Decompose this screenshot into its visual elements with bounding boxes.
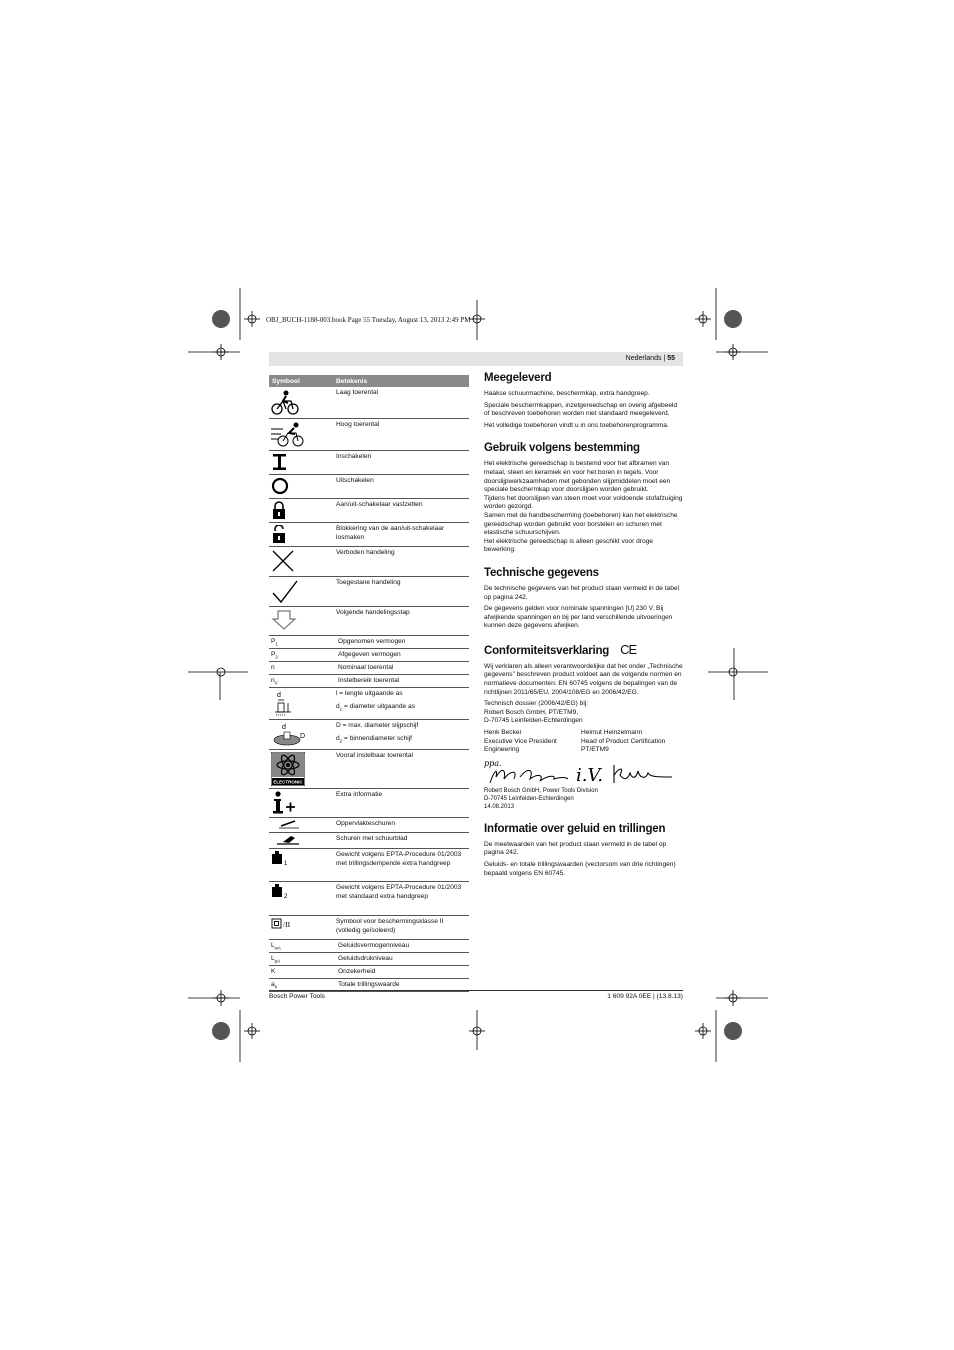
symbol-meaning: Schuren met schuurblad: [336, 835, 408, 842]
heading-technische: Technische gegevens: [484, 566, 599, 579]
heading-conformiteit: Conformiteitsverklaring CE: [484, 641, 637, 657]
table-row: [269, 675, 469, 688]
symbol-meaning: Uitschakelen: [336, 477, 374, 484]
table-row: [269, 720, 469, 750]
info-plus-icon: [271, 791, 297, 815]
symbol-table: [269, 375, 469, 992]
table-row: [269, 882, 469, 916]
signatory-roles: Executive Vice President Head of Product Certification: [484, 737, 666, 745]
col-symbol: Symbool: [272, 377, 300, 385]
dossier-line: Technisch dossier (2006/42/EG) bij:: [484, 700, 589, 708]
section-geluid: [484, 823, 683, 878]
check-icon: [271, 579, 299, 605]
heading-geluid: Informatie over geluid en trillingen: [484, 822, 666, 835]
electronic-atom-icon: [271, 752, 305, 786]
symbol-meaning: Aan/uit-schakelaar vastzetten: [336, 501, 423, 508]
svg-text:1: 1: [284, 861, 288, 867]
paragraph: Geluids- en totale trillingswaarden (vectorsom van drie richtingen) bepaald volgens EN 60745.: [484, 861, 676, 877]
protection-class-icon: [271, 918, 303, 929]
symbol-text: K: [271, 968, 276, 975]
symbol-meaning: Geluidsvermogenniveau: [338, 942, 410, 949]
paragraph: Het elektrische gereedschap is bestemd voor het afbramen van metaal, steen en keramiek en voor het boren in tegels. Voor doorslijpwerkzaamheden met gebonden slijpmiddelen moet een speciale beschermkap voor doorslijpen worden gebruikt.: [484, 460, 671, 494]
signatory-names: Henk Becker Helmut Heinzelmann: [484, 729, 643, 737]
cross-icon: [271, 549, 295, 573]
lock-open-icon: [271, 525, 287, 544]
ce-mark-icon: CE: [620, 641, 637, 657]
table-header: [269, 375, 469, 387]
symbol-meaning: Geluidsdrukniveau: [338, 955, 393, 962]
disc-diameter-icon: [271, 722, 307, 748]
symbol-meaning: Instelbereik toerental: [338, 677, 400, 684]
symbol-meaning: Oppervlakteschuren: [336, 820, 396, 827]
table-row: [269, 833, 469, 849]
footer-left: Bosch Power Tools: [269, 993, 325, 1000]
lock-closed-icon: [271, 501, 287, 520]
symbol-meaning: Nominaal toerental: [338, 664, 394, 671]
symbol-meaning: Symbool voor beschermingsklasse II (volledig geïsoleerd): [336, 918, 444, 934]
table-row: [269, 475, 469, 499]
right-column: [484, 372, 683, 890]
section-conformiteit: [484, 643, 683, 811]
symbol-meaning: Toegestane handeling: [336, 579, 401, 586]
power-on-icon: [271, 453, 289, 471]
dossier-line: D-70745 Leinfelden-Echterdingen: [484, 717, 583, 725]
paragraph: Haakse schuurmachine, beschermkap, extra handgreep.: [484, 390, 650, 397]
table-row: [269, 849, 469, 882]
bicycle-slow-icon: [271, 389, 299, 416]
symbol-meaning: Volgende handelingsstap: [336, 609, 410, 616]
svg-text:/II: /II: [283, 920, 291, 929]
symbol-meaning: Gewicht volgens EPTA-Procedure 01/2003 met standaard extra handgreep: [336, 884, 462, 900]
footer-rule: [269, 990, 683, 991]
symbol-meaning: D = max. diameter slijpschijf $d_2$ = binnendiameter schijf: [336, 722, 419, 743]
symbol-text: $L_{wA}$: [271, 942, 281, 951]
symbol-meaning: Laag toerental: [336, 389, 379, 396]
section-meegeleverd: [484, 372, 683, 430]
table-row: [269, 966, 469, 979]
symbol-text: $n_V$: [271, 677, 278, 686]
paragraph: De gegevens gelden voor nominale spanningen [U] 230 V. Bij afwijkende spanningen en bij per land verschillende uitvoeringen kunnen deze gegevens afwijken.: [484, 605, 673, 630]
svg-text:i.V.: i.V.: [576, 764, 604, 786]
dossier-line: Robert Bosch GmbH, PT/ETM9,: [484, 708, 579, 716]
symbol-text: $P_1$: [271, 638, 278, 647]
surface-grinding-icon: [271, 819, 301, 830]
table-row: [269, 607, 469, 636]
paragraph: Wij verklaren als alleen verantwoordelijke dat het onder „Technische gegevens” beschreven product voldoet aan de volgende normen en normatieve documenten: EN 60745 volgens de bepalingen van de richtlijnen 2011/65/EU, 2004/108/EG en 2006/42/EG.: [484, 662, 683, 696]
page-band-text: Nederlands | 55: [625, 355, 675, 362]
symbol-meaning: Gewicht volgens EPTA-Procedure 01/2003 met trillingsdempende extra handgreep: [336, 851, 462, 867]
table-row: [269, 577, 469, 607]
svg-text:d: d: [277, 692, 281, 699]
paragraph: Speciale beschermkappen, inzetgereedschap en overig afgebeeld of beschreven toebehoren worden niet standaard meegeleverd.: [484, 401, 678, 418]
symbol-meaning: Verboden handeling: [336, 549, 395, 556]
table-row: [269, 940, 469, 953]
section-technische: [484, 567, 683, 631]
table-row: [269, 818, 469, 833]
table-row: [269, 649, 469, 662]
symbol-meaning: Opgenomen vermogen: [338, 638, 406, 645]
symbol-text: $a_h$: [271, 981, 278, 990]
table-row: [269, 419, 469, 451]
heading-meegeleverd: Meegeleverd: [484, 372, 552, 384]
bicycle-fast-icon: [271, 421, 305, 448]
signatures-icon: [484, 757, 683, 787]
table-row: [269, 523, 469, 547]
symbol-meaning: Blokkering van de aan/uit-schakelaar losmaken: [336, 525, 445, 541]
power-off-icon: [271, 477, 289, 495]
paragraph: Tijdens het doorslijpen van steen moet voor voldoende stofafzuiging worden gezorgd.: [484, 494, 683, 511]
table-row: [269, 688, 469, 720]
col-meaning: Betekenis: [336, 377, 368, 385]
symbol-meaning: Afgegeven vermogen: [338, 651, 401, 658]
table-row: [269, 789, 469, 818]
symbol-text: n: [271, 664, 275, 671]
table-row: [269, 547, 469, 577]
symbol-meaning: Extra informatie: [336, 791, 383, 798]
svg-text:d: d: [282, 724, 286, 731]
page-band: [269, 352, 683, 366]
company-line: Robert Bosch GmbH, Power Tools Division: [484, 787, 598, 794]
signatory-depts: Engineering PT/ETM9: [484, 746, 609, 754]
symbol-meaning: Onzekerheid: [338, 968, 376, 975]
svg-text:ppa.: ppa.: [484, 758, 502, 768]
arrow-down-icon: [271, 609, 297, 631]
table-row: [269, 636, 469, 649]
table-row: [269, 953, 469, 966]
paragraph: Het volledige toebehoren vindt u in ons toebehorenprogramma.: [484, 421, 669, 429]
footer-right: 1 609 92A 0EE | (13.8.13): [607, 993, 683, 1000]
paragraph: De technische gegevens van het product staan vermeld in de tabel op pagina 242.: [484, 584, 680, 601]
address-line: D-70745 Leinfelden-Echterdingen: [484, 795, 574, 802]
page-number: 55: [667, 355, 675, 362]
svg-text:ELECTRONIC: ELECTRONIC: [273, 779, 303, 785]
table-row: [269, 499, 469, 523]
symbol-meaning: Totale trillingswaarde: [338, 981, 400, 988]
section-gebruik: [484, 442, 683, 555]
heading-gebruik: Gebruik volgens bestemming: [484, 442, 640, 455]
paragraph: Het elektrische gereedschap is alleen geschikt voor droge bewerking.: [484, 537, 653, 554]
symbol-text: $L_{pA}$: [271, 955, 281, 964]
language-label: Nederlands: [625, 355, 662, 362]
table-row: [269, 451, 469, 475]
weight-1-icon: [271, 851, 293, 869]
paragraph: Samen met de handbescherming (toebehoren) kan het elektrische gereedschap worden gebruikt voor borstelen en schuren met elastische schuurschijven.: [484, 511, 678, 537]
table-row: [269, 750, 469, 789]
book-header: OBJ_BUCH-1188-003.book Page 55 Tuesday, August 13, 2013 2:49 PM: [266, 316, 471, 324]
date-line: 14.08.2013: [484, 803, 515, 810]
svg-text:2: 2: [284, 894, 288, 900]
symbol-meaning: Hoog toerental: [336, 421, 380, 428]
symbol-text: $P_2$: [271, 651, 278, 660]
spindle-length-icon: [271, 690, 297, 718]
symbol-meaning: Vooraf instelbaar toerental: [336, 752, 413, 759]
symbol-meaning: l = lengte uitgaande as $d_1$ = diameter uitgaande as: [336, 690, 415, 711]
table-row: [269, 916, 469, 940]
weight-2-icon: [271, 884, 293, 902]
table-row: [269, 662, 469, 675]
table-row: [269, 387, 469, 419]
sanding-sheet-icon: [271, 834, 301, 846]
paragraph: De meetwaarden van het product staan vermeld in de tabel op pagina 242.: [484, 840, 667, 857]
symbol-meaning: Inschakelen: [336, 453, 372, 460]
svg-text:D: D: [300, 733, 306, 740]
